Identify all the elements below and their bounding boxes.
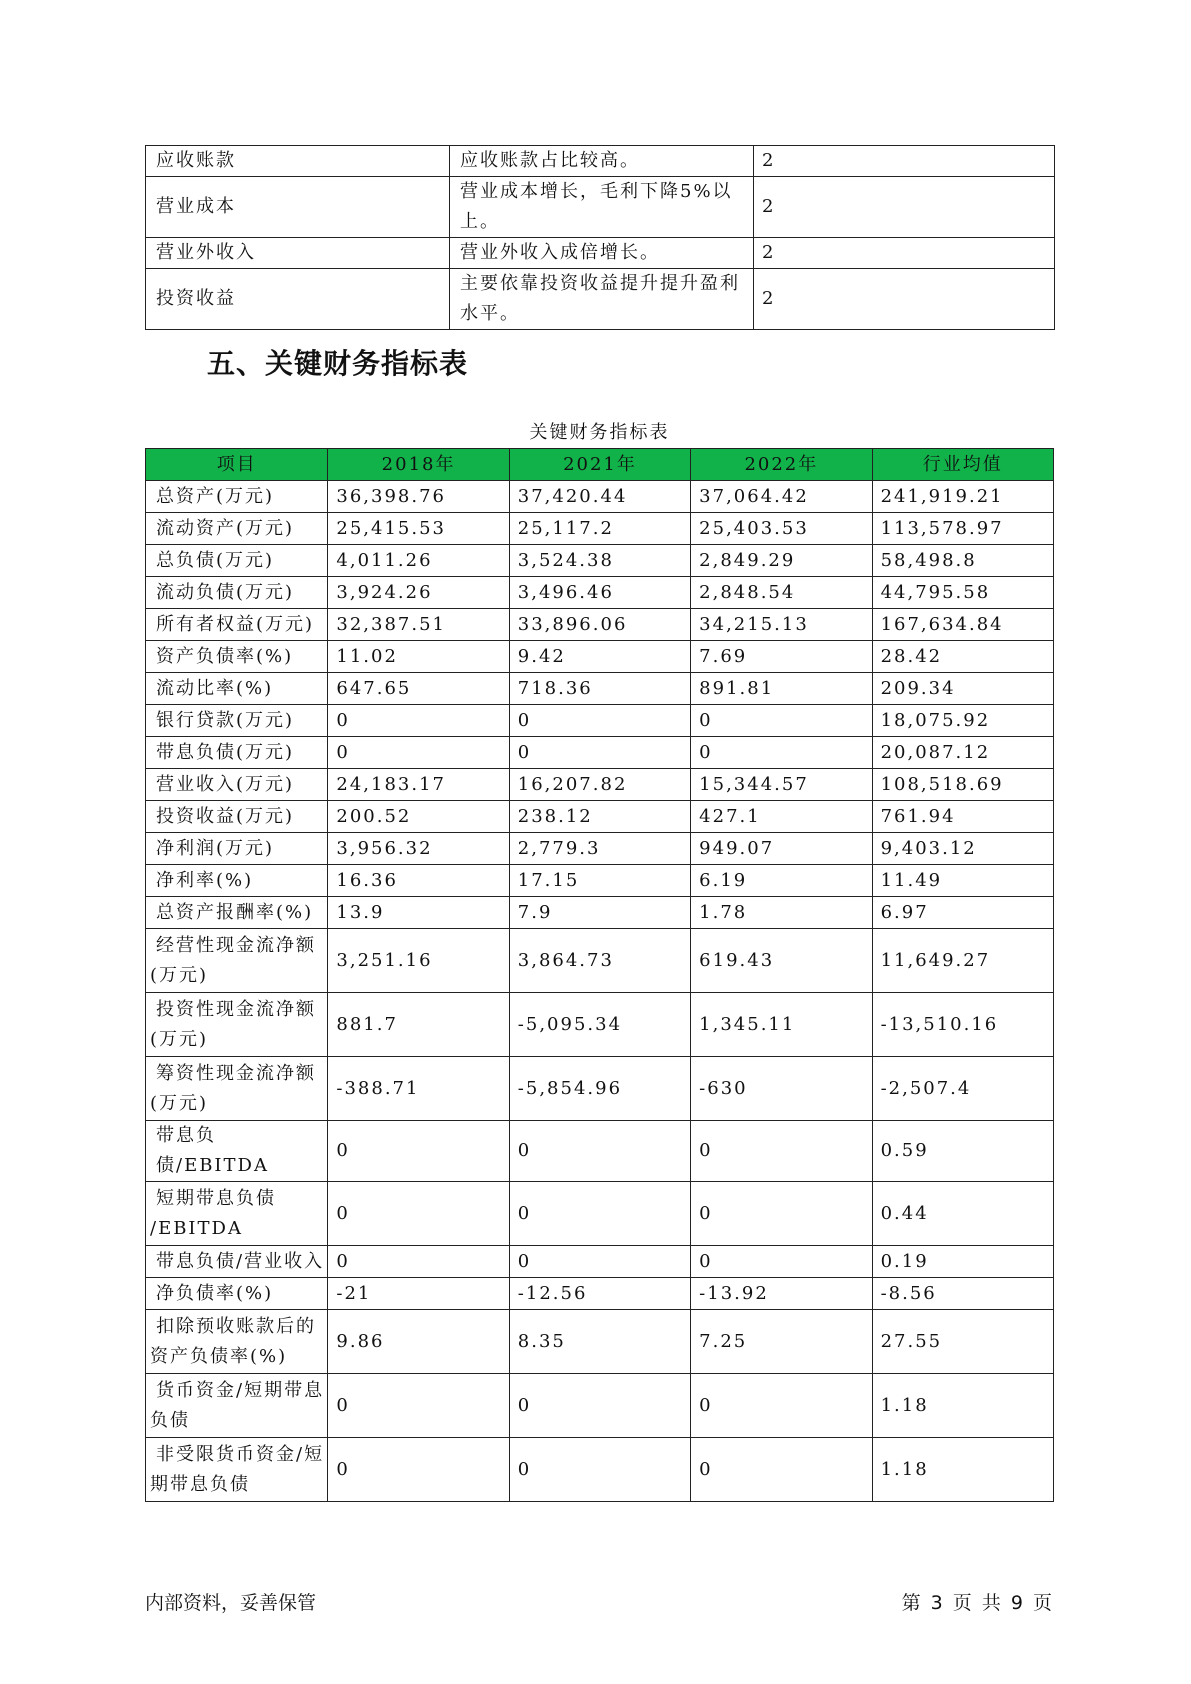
metrics-header-row: [146, 449, 1054, 481]
header-cell-2022: 2022年: [691, 449, 872, 481]
metric-value-cell: 18,075.92: [872, 705, 1053, 737]
metric-value-cell: 0: [509, 1182, 690, 1246]
metric-value-cell: 13.9: [328, 897, 509, 929]
metric-label-cell: [146, 801, 328, 833]
metric-label-line: (万元): [150, 1028, 209, 1050]
metric-value-cell: 0: [328, 1374, 509, 1438]
metrics-row: [146, 481, 1054, 513]
metric-value-cell: 0: [328, 737, 509, 769]
metrics-row: [146, 1057, 1054, 1121]
metric-value-cell: 0: [509, 1121, 690, 1182]
metrics-row: [146, 1278, 1054, 1310]
metric-value-cell: 9.42: [509, 641, 690, 673]
risk-factor-table: [145, 145, 1055, 330]
metric-value-cell: 8.35: [509, 1310, 690, 1374]
risk-description-line: 水平。: [460, 303, 520, 324]
metric-value-cell: 0: [691, 1246, 872, 1278]
metric-label-line: 净负债率(%): [156, 1282, 274, 1304]
metric-label-cell: [146, 609, 328, 641]
metric-value-cell: 11.02: [328, 641, 509, 673]
risk-description-cell: [450, 238, 754, 269]
risk-item-cell: 应收账款: [146, 146, 450, 177]
metric-value-cell: 15,344.57: [691, 769, 872, 801]
metric-label-line: 期带息负债: [150, 1473, 250, 1495]
metric-value-cell: 427.1: [691, 801, 872, 833]
metric-value-cell: 20,087.12: [872, 737, 1053, 769]
risk-table-row: [146, 238, 1055, 269]
metric-label-line: 带息负债(万元): [156, 741, 295, 763]
metric-label-line: 负债: [150, 1409, 190, 1431]
metrics-row: [146, 641, 1054, 673]
metric-value-cell: 200.52: [328, 801, 509, 833]
risk-description-cell: [450, 269, 754, 330]
metrics-row: [146, 865, 1054, 897]
table-caption: 关键财务指标表: [529, 422, 670, 443]
metrics-row: [146, 577, 1054, 609]
metric-label-line: 总资产报酬率(%): [156, 901, 314, 923]
metric-value-cell: 16.36: [328, 865, 509, 897]
metric-label-cell: [146, 545, 328, 577]
metrics-row: [146, 1438, 1054, 1502]
metric-value-cell: 17.15: [509, 865, 690, 897]
key-financial-metrics-table: [145, 448, 1054, 1502]
metric-value-cell: 7.9: [509, 897, 690, 929]
metrics-row: [146, 737, 1054, 769]
metric-value-cell: 2,779.3: [509, 833, 690, 865]
metric-value-cell: 0: [509, 705, 690, 737]
header-cell-item: 项目: [146, 449, 328, 481]
risk-score-cell: 2: [754, 238, 1055, 269]
metric-label-line: 扣除预收账款后的: [156, 1315, 316, 1337]
risk-score-cell: 2: [754, 269, 1055, 330]
metric-value-cell: 0: [509, 1246, 690, 1278]
metric-label-line: 资产负债率(%): [150, 1345, 288, 1367]
metric-value-cell: 3,251.16: [328, 929, 509, 993]
metric-value-cell: 25,415.53: [328, 513, 509, 545]
metric-value-cell: 25,117.2: [509, 513, 690, 545]
risk-description-line: 应收账款占比较高。: [460, 150, 640, 171]
metric-value-cell: 0: [328, 1438, 509, 1502]
metric-label-line: 净利润(万元): [156, 837, 275, 859]
metric-label-line: 总资产(万元): [156, 485, 275, 507]
header-cell-2018: 2018年: [328, 449, 509, 481]
metrics-row: [146, 673, 1054, 705]
risk-description-line: 营业外收入成倍增长。: [460, 242, 660, 263]
metric-label-cell: [146, 993, 328, 1057]
metric-value-cell: 6.97: [872, 897, 1053, 929]
footer-confidential-note: 内部资料，妥善保管: [145, 1592, 317, 1614]
metric-value-cell: 1,345.11: [691, 993, 872, 1057]
metric-label-cell: [146, 481, 328, 513]
metric-value-cell: 1.18: [872, 1438, 1053, 1502]
metric-label-cell: [146, 929, 328, 993]
metric-label-cell: [146, 1374, 328, 1438]
metric-label-cell: [146, 1057, 328, 1121]
metric-value-cell: 238.12: [509, 801, 690, 833]
metric-label-line: 营业收入(万元): [156, 773, 295, 795]
metrics-row: [146, 769, 1054, 801]
metrics-row: [146, 929, 1054, 993]
metric-value-cell: 647.65: [328, 673, 509, 705]
metric-value-cell: 3,496.46: [509, 577, 690, 609]
metric-value-cell: 0: [691, 1374, 872, 1438]
metric-value-cell: 891.81: [691, 673, 872, 705]
metric-label-line: 经营性现金流净额: [156, 934, 316, 956]
section-heading: 五、关键财务指标表: [207, 347, 469, 380]
metric-value-cell: 108,518.69: [872, 769, 1053, 801]
metric-label-line: /EBITDA: [150, 1217, 243, 1239]
metric-label-line: 带息负债/营业收入: [156, 1250, 325, 1272]
metric-value-cell: 28.42: [872, 641, 1053, 673]
metric-value-cell: 44,795.58: [872, 577, 1053, 609]
metric-label-line: 所有者权益(万元): [156, 613, 315, 635]
risk-description-cell: [450, 146, 754, 177]
risk-description-line: 营业成本增长，毛利下降5%以上。: [460, 181, 733, 232]
metric-label-line: 总负债(万元): [156, 549, 275, 571]
metric-value-cell: 7.69: [691, 641, 872, 673]
metrics-row: [146, 833, 1054, 865]
metric-value-cell: 33,896.06: [509, 609, 690, 641]
metrics-row: [146, 993, 1054, 1057]
metric-value-cell: 1.18: [872, 1374, 1053, 1438]
metric-label-line: 净利率(%): [156, 869, 254, 891]
metric-value-cell: 9.86: [328, 1310, 509, 1374]
metric-value-cell: 881.7: [328, 993, 509, 1057]
metric-value-cell: 0: [328, 1121, 509, 1182]
metric-value-cell: 0: [691, 705, 872, 737]
metric-value-cell: 6.19: [691, 865, 872, 897]
metric-label-cell: [146, 897, 328, 929]
metric-value-cell: 718.36: [509, 673, 690, 705]
risk-table-row: [146, 177, 1055, 238]
metrics-row: [146, 1374, 1054, 1438]
metric-value-cell: 2,848.54: [691, 577, 872, 609]
risk-table-row: [146, 269, 1055, 330]
footer-page-number: 第 3 页 共 9 页: [901, 1592, 1054, 1614]
risk-item-cell: 投资收益: [146, 269, 450, 330]
metric-value-cell: -21: [328, 1278, 509, 1310]
metric-label-cell: [146, 865, 328, 897]
metric-value-cell: -2,507.4: [872, 1057, 1053, 1121]
metric-label-line: (万元): [150, 964, 209, 986]
metric-value-cell: 0: [691, 737, 872, 769]
risk-score-cell: 2: [754, 177, 1055, 238]
metric-value-cell: 619.43: [691, 929, 872, 993]
header-cell-industry-average: 行业均值: [872, 449, 1053, 481]
metric-value-cell: 36,398.76: [328, 481, 509, 513]
metric-value-cell: -12.56: [509, 1278, 690, 1310]
metric-value-cell: 0: [328, 1246, 509, 1278]
metrics-row: [146, 1246, 1054, 1278]
metric-value-cell: 761.94: [872, 801, 1053, 833]
metrics-row: [146, 1310, 1054, 1374]
metrics-row: [146, 897, 1054, 929]
metric-label-line: 资产负债率(%): [156, 645, 294, 667]
metric-value-cell: -13,510.16: [872, 993, 1053, 1057]
metric-value-cell: 0: [328, 1182, 509, 1246]
metric-value-cell: 3,524.38: [509, 545, 690, 577]
metric-value-cell: 949.07: [691, 833, 872, 865]
metric-value-cell: -388.71: [328, 1057, 509, 1121]
metric-value-cell: 37,420.44: [509, 481, 690, 513]
metric-label-line: 带息负债/EBITDA: [156, 1125, 269, 1176]
metric-value-cell: 7.25: [691, 1310, 872, 1374]
metric-value-cell: 0: [691, 1182, 872, 1246]
metric-value-cell: -13.92: [691, 1278, 872, 1310]
metric-label-cell: [146, 673, 328, 705]
metric-value-cell: 3,956.32: [328, 833, 509, 865]
metric-label-line: 短期带息负债: [156, 1187, 276, 1209]
risk-table-row: [146, 146, 1055, 177]
metric-value-cell: 9,403.12: [872, 833, 1053, 865]
metric-value-cell: 0.59: [872, 1121, 1053, 1182]
metric-value-cell: -5,854.96: [509, 1057, 690, 1121]
metric-label-cell: [146, 1438, 328, 1502]
metric-value-cell: -8.56: [872, 1278, 1053, 1310]
metric-label-cell: [146, 1121, 328, 1182]
metric-label-line: 流动资产(万元): [156, 517, 295, 539]
metric-label-line: 流动比率(%): [156, 677, 274, 699]
risk-factor-table-body: [146, 146, 1055, 330]
metric-value-cell: 58,498.8: [872, 545, 1053, 577]
metrics-row: [146, 545, 1054, 577]
metric-label-line: 非受限货币资金/短: [156, 1443, 325, 1465]
metric-value-cell: 167,634.84: [872, 609, 1053, 641]
metric-value-cell: 113,578.97: [872, 513, 1053, 545]
metric-value-cell: 16,207.82: [509, 769, 690, 801]
metrics-row: [146, 513, 1054, 545]
metric-value-cell: 11,649.27: [872, 929, 1053, 993]
metric-value-cell: 0.19: [872, 1246, 1053, 1278]
metric-value-cell: 11.49: [872, 865, 1053, 897]
metric-label-cell: [146, 705, 328, 737]
metric-value-cell: 3,924.26: [328, 577, 509, 609]
metric-value-cell: 241,919.21: [872, 481, 1053, 513]
risk-score-cell: 2: [754, 146, 1055, 177]
metric-value-cell: 0: [509, 1374, 690, 1438]
risk-item-cell: 营业外收入: [146, 238, 450, 269]
metric-value-cell: 0: [691, 1438, 872, 1502]
metric-label-cell: [146, 641, 328, 673]
metric-value-cell: -5,095.34: [509, 993, 690, 1057]
metric-value-cell: 4,011.26: [328, 545, 509, 577]
metrics-row: [146, 609, 1054, 641]
metric-value-cell: 2,849.29: [691, 545, 872, 577]
metric-label-cell: [146, 1278, 328, 1310]
metric-value-cell: 3,864.73: [509, 929, 690, 993]
metric-label-cell: [146, 577, 328, 609]
metric-value-cell: 32,387.51: [328, 609, 509, 641]
metric-label-cell: [146, 769, 328, 801]
metrics-row: [146, 705, 1054, 737]
metric-label-cell: [146, 513, 328, 545]
metric-value-cell: 34,215.13: [691, 609, 872, 641]
metric-label-line: 筹资性现金流净额: [156, 1062, 316, 1084]
metric-label-line: 投资收益(万元): [156, 805, 295, 827]
metric-label-cell: [146, 737, 328, 769]
metrics-row: [146, 801, 1054, 833]
metric-label-line: 货币资金/短期带息: [156, 1379, 325, 1401]
metric-value-cell: 0: [691, 1121, 872, 1182]
metrics-table-body: [146, 449, 1054, 1502]
metric-value-cell: 0: [328, 705, 509, 737]
metric-value-cell: 1.78: [691, 897, 872, 929]
metric-value-cell: 24,183.17: [328, 769, 509, 801]
metric-label-line: 投资性现金流净额: [156, 998, 316, 1020]
metric-value-cell: -630: [691, 1057, 872, 1121]
metric-value-cell: 25,403.53: [691, 513, 872, 545]
metric-value-cell: 0.44: [872, 1182, 1053, 1246]
metric-value-cell: 27.55: [872, 1310, 1053, 1374]
metric-label-cell: [146, 1310, 328, 1374]
metric-label-cell: [146, 1182, 328, 1246]
metrics-row: [146, 1121, 1054, 1182]
metric-value-cell: 0: [509, 1438, 690, 1502]
metric-label-line: 银行贷款(万元): [156, 709, 295, 731]
metric-label-line: 流动负债(万元): [156, 581, 295, 603]
metric-label-cell: [146, 1246, 328, 1278]
metric-value-cell: 0: [509, 737, 690, 769]
risk-item-cell: 营业成本: [146, 177, 450, 238]
metrics-row: [146, 1182, 1054, 1246]
metric-value-cell: 37,064.42: [691, 481, 872, 513]
metric-label-line: (万元): [150, 1092, 209, 1114]
metric-value-cell: 209.34: [872, 673, 1053, 705]
risk-description-cell: [450, 177, 754, 238]
metric-label-cell: [146, 833, 328, 865]
header-cell-2021: 2021年: [509, 449, 690, 481]
risk-description-line: 主要依靠投资收益提升提升盈利: [460, 273, 740, 294]
